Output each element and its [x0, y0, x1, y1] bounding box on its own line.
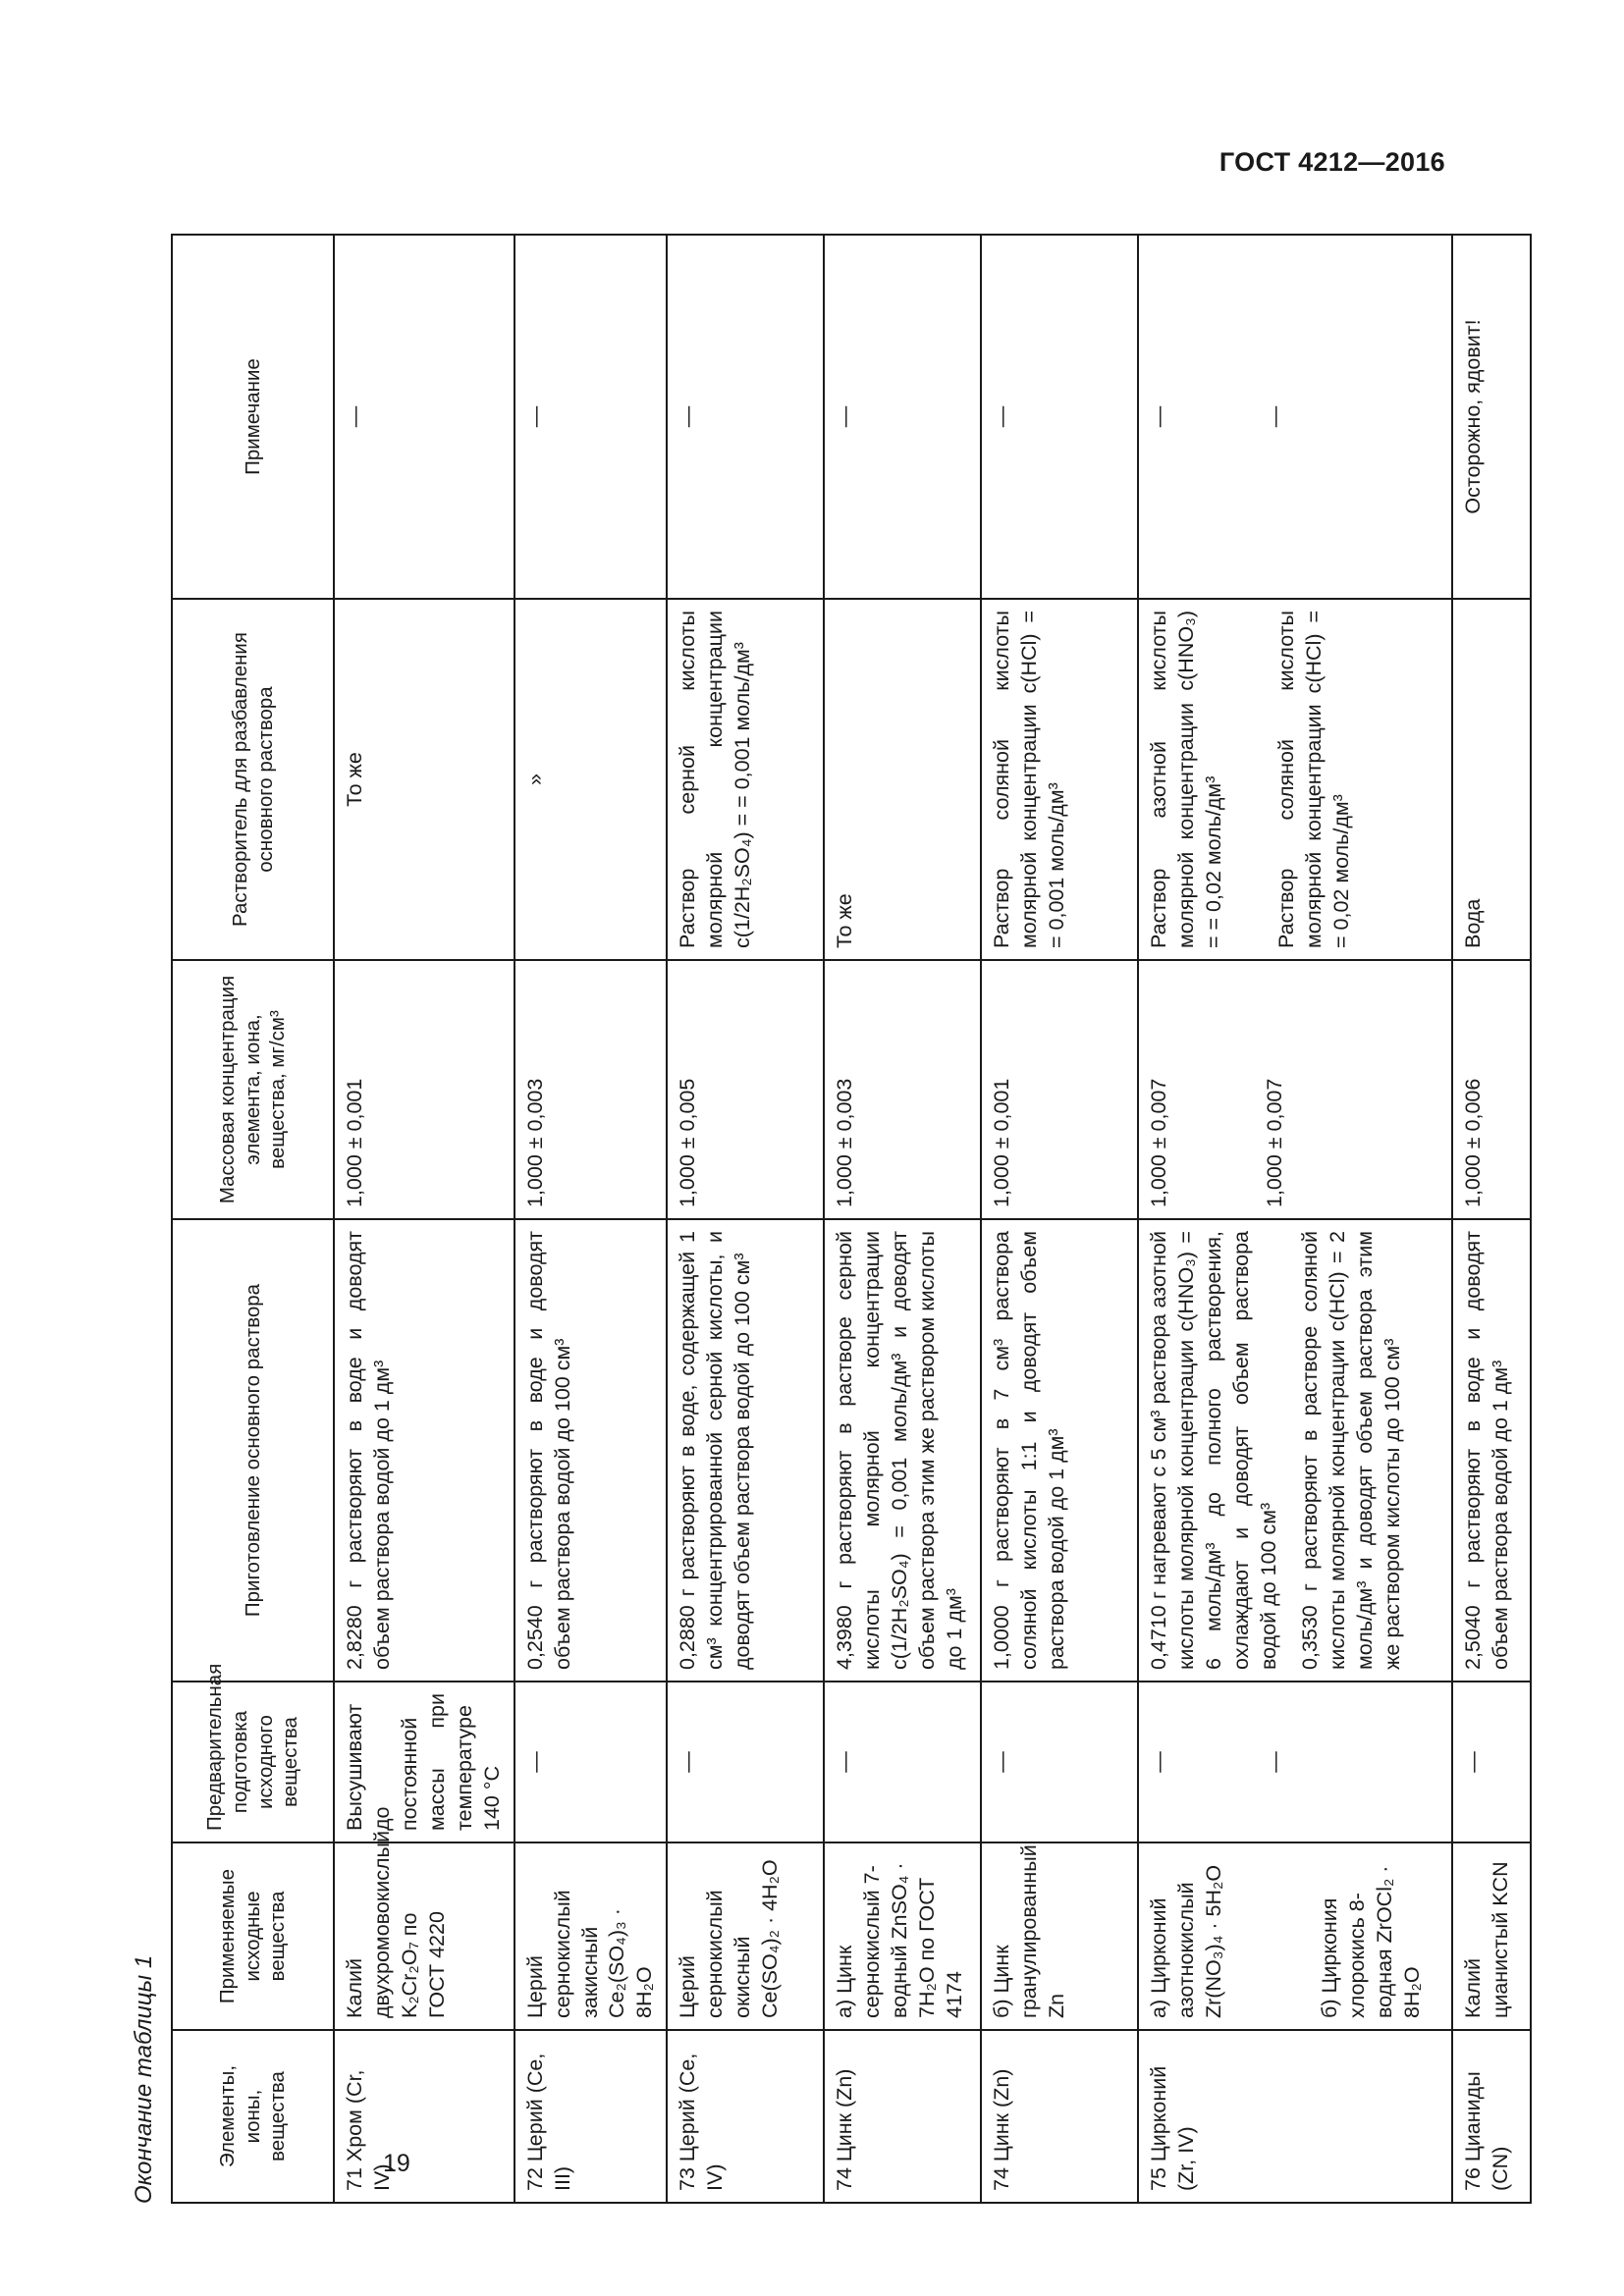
table-row [1138, 235, 1452, 2203]
cell-element: 74 Цинк (Zn) [824, 2030, 981, 2203]
concentration-variant-a: 1,000 ± 0,007 [1147, 1078, 1171, 1207]
cell-pretreatment [1138, 1682, 1452, 1842]
cell-element: 75 Цирконий (Zr, IV) [1138, 2030, 1452, 2203]
concentration-variant-b: 1,000 ± 0,007 [1263, 1078, 1287, 1207]
cell-solvent [1138, 599, 1452, 960]
cell-pretreatment: — [514, 1682, 668, 1842]
column-header: Предварительная подготовка исходного вещества [172, 1682, 334, 1842]
cell-note: Осторожно, ядовит! [1452, 235, 1531, 599]
cell-note: — [824, 235, 981, 599]
column-header: Массовая концентрация элемента, иона, вещества, мг/см³ [172, 960, 334, 1219]
preparation-variant-b: 0,3530 г растворяют в растворе соляной кислоты молярной концентрации c(HCl) = 2 моль/дм³ и доводят объем раствора этим же раствором кислоты до 100 см³ [1298, 1231, 1404, 1670]
pretreatment-variant-b: — [1263, 1751, 1287, 1773]
table-row [667, 235, 824, 2203]
cell-preparation: 2,8280 г растворяют в воде и доводят объем раствора водой до 1 дм³ [334, 1219, 514, 1682]
standard-code: ГОСТ 4212—2016 [1218, 147, 1445, 177]
cell-note [1138, 235, 1452, 599]
cell-element: 71 Хром (Cr, IV) [334, 2030, 514, 2203]
table-row [1452, 235, 1531, 2203]
cell-concentration: 1,000 ± 0,006 [1452, 960, 1531, 1219]
cell-concentration: 1,000 ± 0,003 [824, 960, 981, 1219]
cell-source: Церий сернокислый окисный Ce(SO₄)₂ · 4H₂O [667, 1842, 824, 2030]
rotated-table-region [128, 236, 1513, 2204]
cell-pretreatment: — [667, 1682, 824, 1842]
cell-preparation: 0,2880 г растворяют в воде, содержащей 1 см³ концентрированной серной кислоты, и доводят объем раствора водой до 100 см³ [667, 1219, 824, 1682]
cell-solvent: Раствор соляной кислоты молярной концентрации c(HCl) = = 0,001 моль/дм³ [981, 599, 1138, 960]
cell-preparation: 2,5040 г растворяют в воде и доводят объем раствора водой до 1 дм³ [1452, 1219, 1531, 1682]
table-row [981, 235, 1138, 2203]
cell-solvent: » [514, 599, 668, 960]
solvent-variant-b: Раствор соляной кислоты молярной концентрации c(HCl) = = 0,02 моль/дм³ [1274, 611, 1353, 948]
cell-solvent: Вода [1452, 599, 1531, 960]
cell-note: — [334, 235, 514, 599]
cell-preparation: 4,3980 г растворяют в растворе серной кислоты молярной концентрации c(1/2H₂SO₄) = 0,001 моль/дм³ и доводят объем раствора этим же раствором кислоты до 1 дм³ [824, 1219, 981, 1682]
table-row [824, 235, 981, 2203]
cell-element: 76 Цианиды (CN) [1452, 2030, 1531, 2203]
cell-concentration [1138, 960, 1452, 1219]
column-header: Приготовление основного раствора [172, 1219, 334, 1682]
column-header: Применяемые исходные вещества [172, 1842, 334, 2030]
cell-solvent: Раствор серной кислоты молярной концентрации c(1/2H₂SO₄) = = 0,001 моль/дм³ [667, 599, 824, 960]
table-row [334, 235, 514, 2203]
cell-preparation [1138, 1219, 1452, 1682]
preparation-variant-a: 0,4710 г нагревают с 5 см³ раствора азотной кислоты молярной концентрации c(HNO₃) = 6 моль/дм³ до полного растворения, охлаждают и доводят объем раствора водой до 100 см³ [1147, 1231, 1281, 1670]
column-header: Элементы, ионы, вещества [172, 2030, 334, 2203]
cell-note: — [514, 235, 668, 599]
cell-note: — [981, 235, 1138, 599]
cell-source [1138, 1842, 1452, 2030]
cell-source: Церий сернокислый закисный Ce₂(SO₄)₃ · 8H₂O [514, 1842, 668, 2030]
cell-pretreatment: — [1452, 1682, 1531, 1842]
solvent-variant-a: Раствор азотной кислоты молярной концентрации c(HNO₃) = = 0,02 моль/дм³ [1147, 611, 1226, 948]
column-header: Растворитель для разбавления основного раствора [172, 599, 334, 960]
column-header: Примечание [172, 235, 334, 599]
table-caption: Окончание таблицы 1 [131, 1954, 157, 2204]
cell-concentration: 1,000 ± 0,003 [514, 960, 668, 1219]
cell-concentration: 1,000 ± 0,001 [981, 960, 1138, 1219]
cell-preparation: 0,2540 г растворяют в воде и доводят объем раствора водой до 100 см³ [514, 1219, 668, 1682]
table-header-row [172, 235, 334, 2203]
note-variant-a: — [1147, 405, 1171, 428]
cell-note: — [667, 235, 824, 599]
cell-pretreatment: — [981, 1682, 1138, 1842]
cell-concentration: 1,000 ± 0,005 [667, 960, 824, 1219]
source-variant-b: б) Циркония хлорокись 8-водная ZrOCl₂ · 8H₂O [1318, 1865, 1424, 2018]
cell-element: 73 Церий (Се, IV) [667, 2030, 824, 2203]
cell-source: б) Цинк гранулированный Zn [981, 1842, 1138, 2030]
cell-pretreatment: Высушивают до постоянной массы при температуре 140 °С [334, 1682, 514, 1842]
cell-concentration: 1,000 ± 0,001 [334, 960, 514, 1219]
source-variant-a: а) Цирконий азотнокислый Zr(NO₃)₄ · 5H₂O [1147, 1864, 1226, 2018]
pretreatment-variant-a: — [1147, 1751, 1171, 1773]
reagents-table [171, 234, 1532, 2204]
cell-source: а) Цинк сернокислый 7-водный ZnSO₄ · 7H₂O по ГОСТ 4174 [824, 1842, 981, 2030]
cell-solvent: То же [334, 599, 514, 960]
cell-element: 72 Церий (Се, III) [514, 2030, 668, 2203]
cell-element: 74 Цинк (Zn) [981, 2030, 1138, 2203]
cell-source: Калий цианистый KCN [1452, 1842, 1531, 2030]
cell-source: Калий двухромовокислый K₂Cr₂O₇ по ГОСТ 4220 [334, 1842, 514, 2030]
table-row [514, 235, 668, 2203]
cell-preparation: 1,0000 г растворяют в 7 см³ раствора соляной кислоты 1:1 и доводят объем раствора водой до 1 дм³ [981, 1219, 1138, 1682]
note-variant-b: — [1263, 405, 1287, 428]
cell-pretreatment: — [824, 1682, 981, 1842]
cell-solvent: То же [824, 599, 981, 960]
page-number: 19 [383, 2150, 410, 2177]
